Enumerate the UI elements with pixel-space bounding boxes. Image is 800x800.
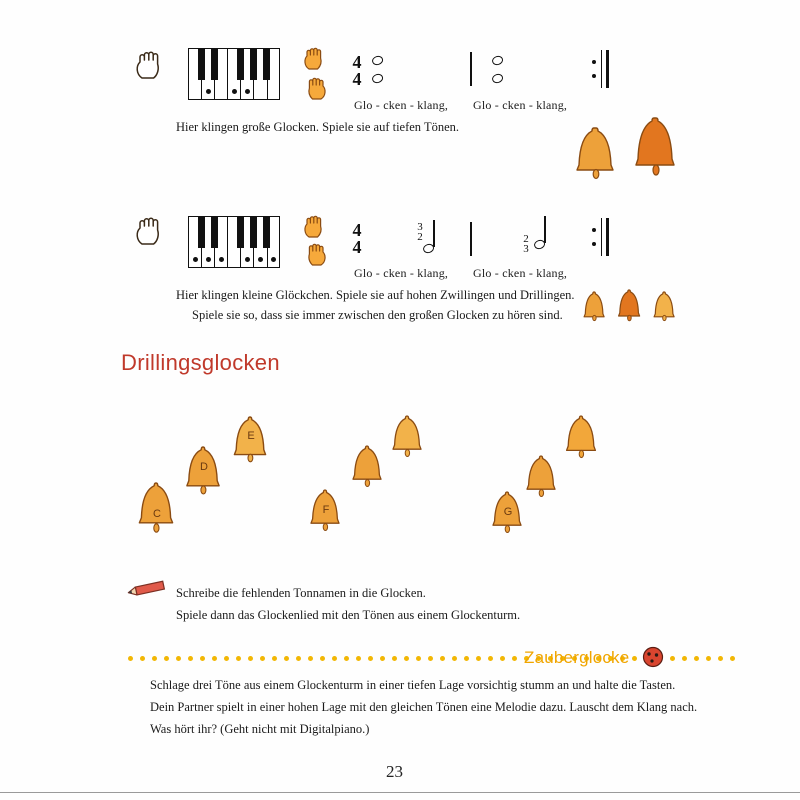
page-number: 23 <box>386 762 403 781</box>
repeat-dot-2b <box>592 242 596 246</box>
task-line1: Schreibe die fehlenden Tonnamen in die Glocken. <box>176 586 426 600</box>
notehead-1d <box>491 73 504 84</box>
footer-line1: Schlage drei Töne aus einem Glockenturm in einer tiefen Lage vorsichtig stumm an und halte die Tasten. <box>150 678 676 692</box>
lyrics-2-right: Glo - cken - klang, <box>473 266 568 280</box>
stem-2b <box>544 216 546 243</box>
piano-keyboard-1 <box>188 48 280 100</box>
ladybug-icon <box>640 644 666 670</box>
repeat-thin-1 <box>601 50 602 88</box>
instruction-1: Hier klingen große Glocken. Spiele sie auf tiefen Tönen. <box>176 120 460 134</box>
bell-large-1 <box>566 120 626 192</box>
repeat-thick-1 <box>606 50 609 88</box>
bell-e <box>224 412 278 476</box>
right-hand-icon-1 <box>300 44 330 72</box>
repeat-dot-2a <box>592 228 596 232</box>
piano-keyboard-2 <box>188 216 280 268</box>
instruction-2-line2: Spiele sie so, dass sie immer zwischen den großen Glocken zu hören sind. <box>192 308 563 322</box>
hand-glove-icon <box>130 46 170 86</box>
instruction-2-line1: Hier klingen kleine Glöckchen. Spiele sie auf hohen Zwillingen und Drillingen. <box>176 288 575 302</box>
bell-label-c: C <box>153 508 161 520</box>
footer-line2: Dein Partner spielt in einer hohen Lage mit den gleichen Tönen eine Melodie dazu. Lauscht dem Klang nach. <box>150 700 698 714</box>
bell-label-d: D <box>200 461 208 473</box>
bell-label-e: E <box>247 430 255 442</box>
bell-small-3 <box>648 288 682 326</box>
time-signature-1-top: 4 <box>352 52 362 72</box>
repeat-dot-1a <box>592 60 596 64</box>
bell-small-1 <box>578 288 612 326</box>
right-hand-icon-2 <box>300 212 330 240</box>
bottom-rule <box>0 792 800 793</box>
notehead-1b <box>371 73 384 84</box>
footer-line3: Was hört ihr? (Geht nicht mit Digitalpiano.) <box>150 722 370 736</box>
fingering-numbers-right <box>520 234 532 255</box>
bell-large-2 <box>624 110 688 190</box>
fingering-numbers-left <box>414 222 426 243</box>
left-hand-icon-1 <box>300 74 330 102</box>
bell-label-g: G <box>503 506 513 518</box>
lyrics-2-left: Glo - cken - klang, <box>354 266 449 280</box>
task-line2: Spiele dann das Glockenlied mit den Tönen aus einem Glockenturm. <box>176 608 521 622</box>
dotted-separator-right <box>670 656 735 661</box>
bell-label-f: F <box>322 504 330 516</box>
time-signature-1 <box>349 54 365 88</box>
fingering-right-bottom: 3 <box>523 243 529 256</box>
time-signature-2-top: 4 <box>352 220 362 240</box>
fingering-left-bottom: 2 <box>417 231 423 244</box>
bell-small-2 <box>613 286 647 326</box>
barline-2 <box>470 222 472 256</box>
hand-glove-icon-2 <box>130 212 170 252</box>
time-signature-2 <box>349 222 365 256</box>
notehead-1c <box>491 55 504 66</box>
notehead-1a <box>371 55 384 66</box>
pencil-icon <box>126 578 170 600</box>
time-signature-1-bottom: 4 <box>352 69 362 90</box>
lyrics-1-right: Glo - cken - klang, <box>473 98 568 112</box>
zauberglocke-title: Zauberglocke <box>524 648 630 667</box>
barline-1 <box>470 52 472 86</box>
lyrics-1-left: Glo - cken - klang, <box>354 98 449 112</box>
section-heading-drillingsglocken: Drillingsglocken <box>121 350 280 375</box>
fingering-left-top: 3 <box>417 221 423 233</box>
repeat-thick-2 <box>606 218 609 256</box>
repeat-thin-2 <box>601 218 602 256</box>
fingering-right-top: 2 <box>523 233 529 245</box>
stem-2a <box>433 220 435 247</box>
left-hand-icon-2 <box>300 240 330 268</box>
bell-unlabeled-4 <box>558 412 606 470</box>
bell-unlabeled-2 <box>384 412 432 468</box>
repeat-dot-1b <box>592 74 596 78</box>
time-signature-2-bottom: 4 <box>352 237 362 258</box>
